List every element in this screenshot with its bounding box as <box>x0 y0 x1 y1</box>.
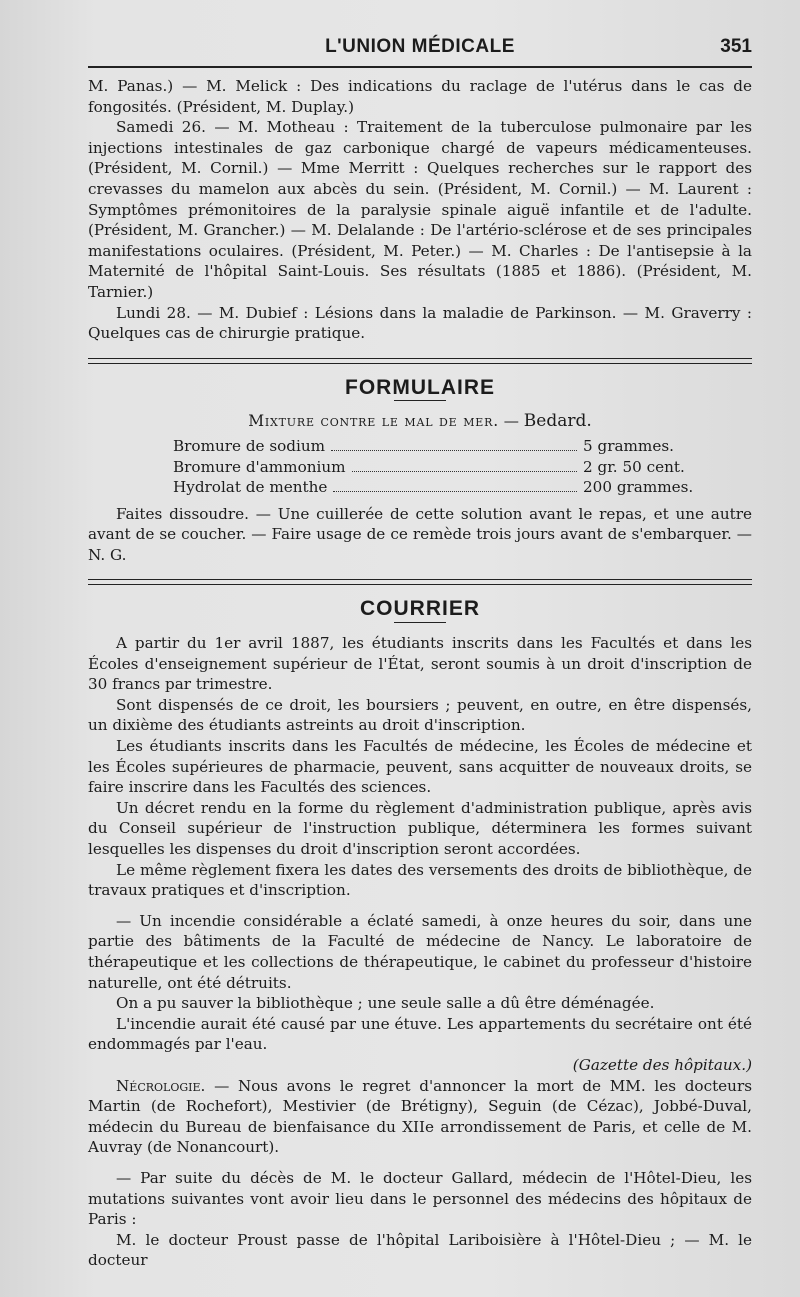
ingredient-name: Hydrolat de menthe <box>173 478 328 497</box>
paragraph-etuve: L'incendie aurait été causé par une étuve. Les appartements du secrétaire ont été endommagés par l'eau. <box>88 1014 752 1054</box>
ingredient-quantity: 5 grammes. <box>583 436 674 455</box>
header-rule <box>88 66 752 68</box>
dot-leader <box>331 450 577 451</box>
paragraph-bibliotheque: On a pu sauver la bibliothèque ; une seule salle a dû être déménagée. <box>116 994 655 1013</box>
paragraph-reglement: Le même règlement fixera les dates des versements des droits de bibliothèque, de travaux pratiques et d'inscription. <box>88 860 752 900</box>
recipe-name: Mixture contre le mal de mer. <box>248 412 499 431</box>
paragraph-dispenses: Sont dispensés de ce droit, les boursiers ; peuvent, en outre, en être dispensés, un dixième des étudiants astreints au droit d'inscription. <box>88 695 752 735</box>
formulaire-heading: FORMULAIRE <box>345 375 495 399</box>
ingredient-name: Bromure de sodium <box>173 436 326 455</box>
ingredient-row <box>173 477 703 498</box>
necrologie-text: — Nous avons le regret d'annoncer la mort de MM. les docteurs Martin (de Rochefort), Mestivier (de Brétigny), Seguin (de Cézac), Jobbé-Duval, médecin du Bureau de bienfaisance du XIIe arrondissement de Paris, et celle de M. Auvray (de Nonancourt). <box>88 1076 752 1157</box>
section-divider <box>88 358 752 364</box>
spacer <box>88 901 752 911</box>
ingredient-quantity: 2 gr. 50 cent. <box>583 457 685 476</box>
source-citation: (Gazette des hôpitaux.) <box>572 1055 752 1074</box>
running-title: L'UNION MÉDICALE <box>325 36 515 57</box>
article-body <box>88 76 752 1271</box>
paragraph-proust: M. le docteur Proust passe de l'hôpital Lariboisière à l'Hôtel-Dieu ; — M. le docteur <box>88 1230 752 1270</box>
recipe-author: Bedard. <box>523 411 592 432</box>
recipe-heading <box>88 411 752 432</box>
paragraph-decret: Un décret rendu en la forme du règlement d'administration publique, après avis du Conseil supérieur de l'instruction publique, déterminera les formes suivant lesquelles les dispenses du droit d'inscription seront accordées. <box>88 798 752 858</box>
section-divider <box>88 579 752 585</box>
ingredient-name: Bromure d'ammonium <box>173 457 346 476</box>
ingredient-quantity: 200 grammes. <box>583 478 694 497</box>
page-number: 351 <box>720 36 752 57</box>
heading-underline <box>394 400 446 401</box>
recipe-instructions: Faites dissoudre. — Une cuillerée de cette solution avant le repas, et une autre avant de se coucher. — Faire usage de ce remède trois jours avant de s'embarquer. — N. G. <box>88 504 752 564</box>
ingredient-list <box>173 436 703 498</box>
paragraph-thesis-lundi: Lundi 28. — M. Dubief : Lésions dans la maladie de Parkinson. — M. Graverry : Quelques cas de chirurgie pratique. <box>88 303 752 343</box>
heading-underline <box>394 622 446 623</box>
dot-leader <box>333 491 577 492</box>
recipe-dash: — <box>503 412 519 431</box>
paragraph-incendie: — Un incendie considérable a éclaté samedi, à onze heures du soir, dans une partie des bâtiments de la Faculté de médecine de Nancy. Le laboratoire de thérapeutique et les collections de thérapeutique, le cabinet du professeur d'histoire naturelle, ont été détruits. <box>88 911 752 992</box>
courrier-heading: COURRIER <box>359 597 480 621</box>
ingredient-row <box>173 457 703 478</box>
paragraph-mutations: — Par suite du décès de M. le docteur Gallard, médecin de l'Hôtel-Dieu, les mutations suivantes vont avoir lieu dans le personnel des médecins des hôpitaux de Paris : <box>88 1168 752 1229</box>
dot-leader <box>352 471 577 472</box>
paragraph-thesis-samedi: Samedi 26. — M. Motheau : Traitement de la tuberculose pulmonaire par les injections intestinales de gaz carbonique chargé de vapeurs médicamenteuses. (Président, M. Cornil.) — Mme Merritt : Quelques recherches sur le rapport des crevasses du mamelon aux abcès du sein. (Président, M. Cornil.) — M. Laurent : Symptômes prémonitoires de la paralysie spinale aiguë infantile et de l'adulte. (Président, M. Grancher.) — M. Delalande : De l'artério-sclérose et de ses principales manifestations oculaires. (Président, M. Peter.) — M. Charles : De l'antisepsie à la Maternité de l'hôpital Saint-Louis. Ses résultats (1885 et 1886). (Président, M. Tarnier.) <box>88 118 752 301</box>
page-header <box>88 36 752 60</box>
spacer <box>88 1158 752 1168</box>
paragraph-necrologie <box>88 1076 752 1158</box>
paragraph-inscription-fee: A partir du 1er avril 1887, les étudiants inscrits dans les Facultés et dans les Écoles d'enseignement supérieur de l'État, seront soumis à un droit d'inscription de 30 francs par trimestre. <box>88 634 752 694</box>
ingredient-row <box>173 436 703 457</box>
paragraph-thesis-panas: M. Panas.) — M. Melick : Des indications du raclage de l'utérus dans le cas de fongosités. (Président, M. Duplay.) <box>88 77 752 116</box>
necrologie-label: Nécrologie. <box>116 1076 206 1095</box>
paragraph-facultes: Les étudiants inscrits dans les Facultés de médecine, les Écoles de médecine et les Écoles supérieures de pharmacie, peuvent, sans acquitter de nouveaux droits, se faire inscrire dans les Facultés des sciences. <box>88 737 752 797</box>
